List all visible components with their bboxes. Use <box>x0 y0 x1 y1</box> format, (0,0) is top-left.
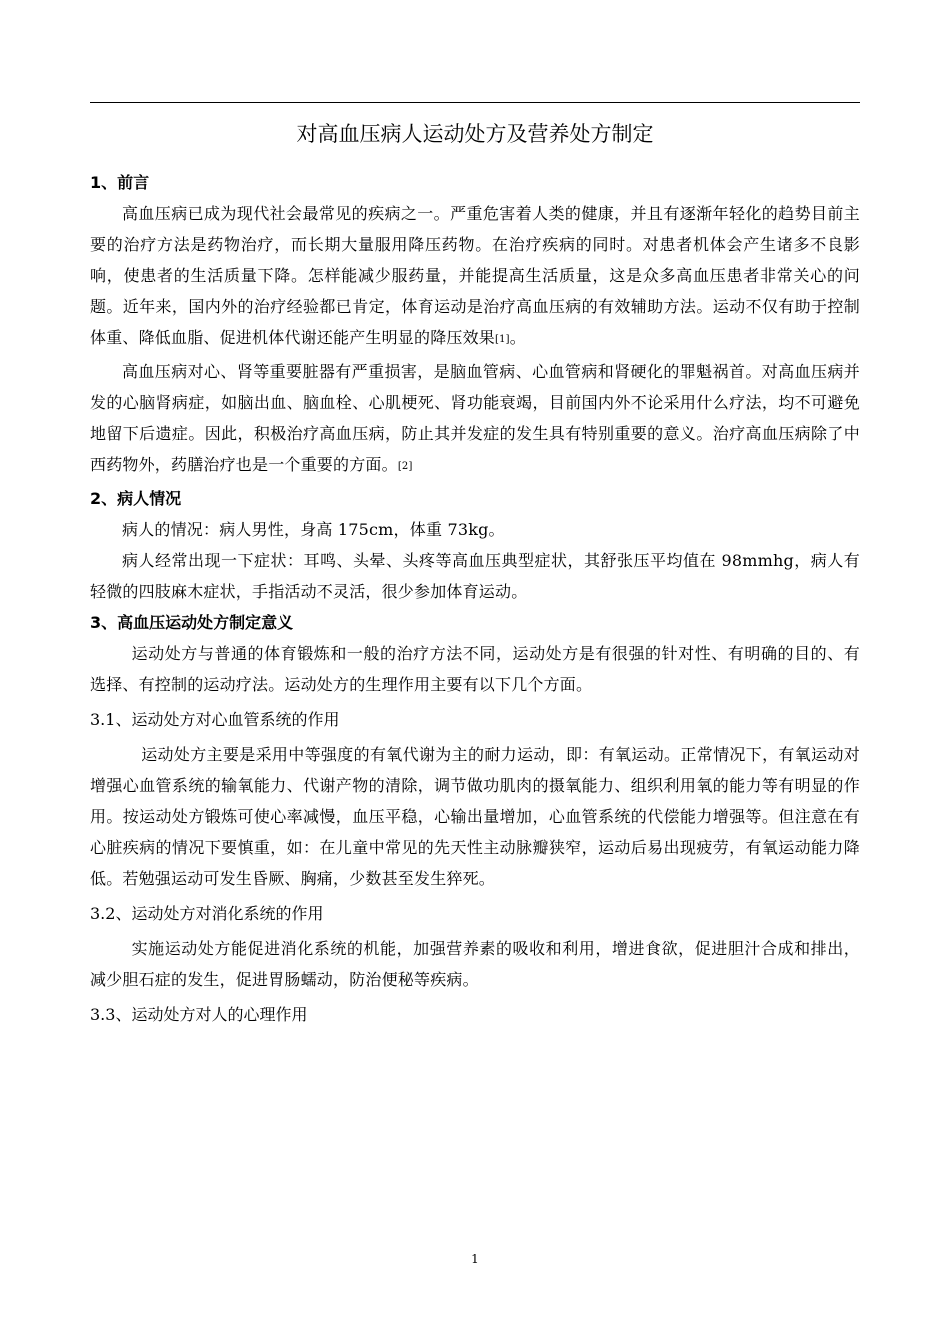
paragraph-text: 高血压病已成为现代社会最常见的疾病之一。严重危害着人类的健康，并且有逐渐年轻化的趋势目前主要的治疗方法是药物治疗，而长期大量服用降压药物。在治疗疾病的同时。对患者机体会产生诸多不良影响，使患者的生活质量下降。怎样能减少服药量，并能提高生活质量，这是众多高血压患者非常关心的问题。近年来，国内外的治疗经验都已肯定，体育运动是治疗高血压病的有效辅助方法。运动不仅有助于控制体重、降低血脂、促进机体代谢还能产生明显的降压效果 <box>90 204 860 347</box>
paragraph-patient-symptoms: 病人经常出现一下症状：耳鸣、头晕、头疼等高血压典型症状，其舒张压平均值在 98mmhg，病人有轻微的四肢麻木症状，手指活动不灵活，很少参加体育运动。 <box>90 551 860 601</box>
page-number: 1 <box>471 1252 479 1266</box>
subsection-heading-3-2: 3.2、运动处方对消化系统的作用 <box>90 904 324 923</box>
paragraph-intro-2 <box>90 356 860 483</box>
subsection-heading-3-3: 3.3、运动处方对人的心理作用 <box>90 1005 308 1024</box>
section-heading-2: 2、病人情况 <box>90 489 182 508</box>
citation-ref-1[interactable]: [1] <box>495 334 510 345</box>
subsection-heading-3-1: 3.1、运动处方对心血管系统的作用 <box>90 710 340 729</box>
paragraph-cardiovascular: 运动处方主要是采用中等强度的有氧代谢为主的耐力运动，即：有氧运动。正常情况下，有氧运动对增强心血管系统的输氧能力、代谢产物的清除，调节做功肌肉的摄氧能力、组织利用氧的能力等有明显的作用。按运动处方锻炼可使心率减慢，血压平稳，心输出量增加，心血管系统的代偿能力增强等。但注意在有心脏疾病的情况下要慎重，如：在儿童中常见的先天性主动脉瓣狭窄，运动后易出现疲劳，有氧运动能力降低。若勉强运动可发生昏厥、胸痛，少数甚至发生猝死。 <box>90 745 860 888</box>
citation-ref-2[interactable]: [2] <box>397 461 413 472</box>
paragraph-end: 。 <box>509 328 526 347</box>
paragraph-significance: 运动处方与普通的体育锻炼和一般的治疗方法不同，运动处方是有很强的针对性、有明确的目的、有选择、有控制的运动疗法。运动处方的生理作用主要有以下几个方面。 <box>90 644 860 694</box>
document-title: 对高血压病人运动处方及营养处方制定 <box>296 122 654 146</box>
paragraph-patient-info: 病人的情况：病人男性，身高 175cm，体重 73kg。 <box>122 520 505 539</box>
section-heading-3: 3、高血压运动处方制定意义 <box>90 613 294 632</box>
document-body <box>90 167 860 1034</box>
paragraph-digestive: 实施运动处方能促进消化系统的机能，加强营养素的吸收和利用，增进食欲，促进胆汁合成和排出，减少胆石症的发生，促进胃肠蠕动，防治便秘等疾病。 <box>90 939 860 989</box>
paragraph-text: 高血压病对心、肾等重要脏器有严重损害，是脑血管病、心血管病和肾硬化的罪魁祸首。对高血压病并发的心脑肾病症，如脑出血、脑血栓、心肌梗死、肾功能衰竭，目前国内外不论采用什么疗法，均不可避免地留下后遗症。因此，积极治疗高血压病，防止其并发症的发生具有特别重要的意义。治疗高血压病除了中西药物外，药膳治疗也是一个重要的方面。 <box>90 362 860 474</box>
section-heading-1: 1、前言 <box>90 173 150 192</box>
header-rule <box>90 102 860 103</box>
paragraph-intro-1 <box>90 198 860 356</box>
